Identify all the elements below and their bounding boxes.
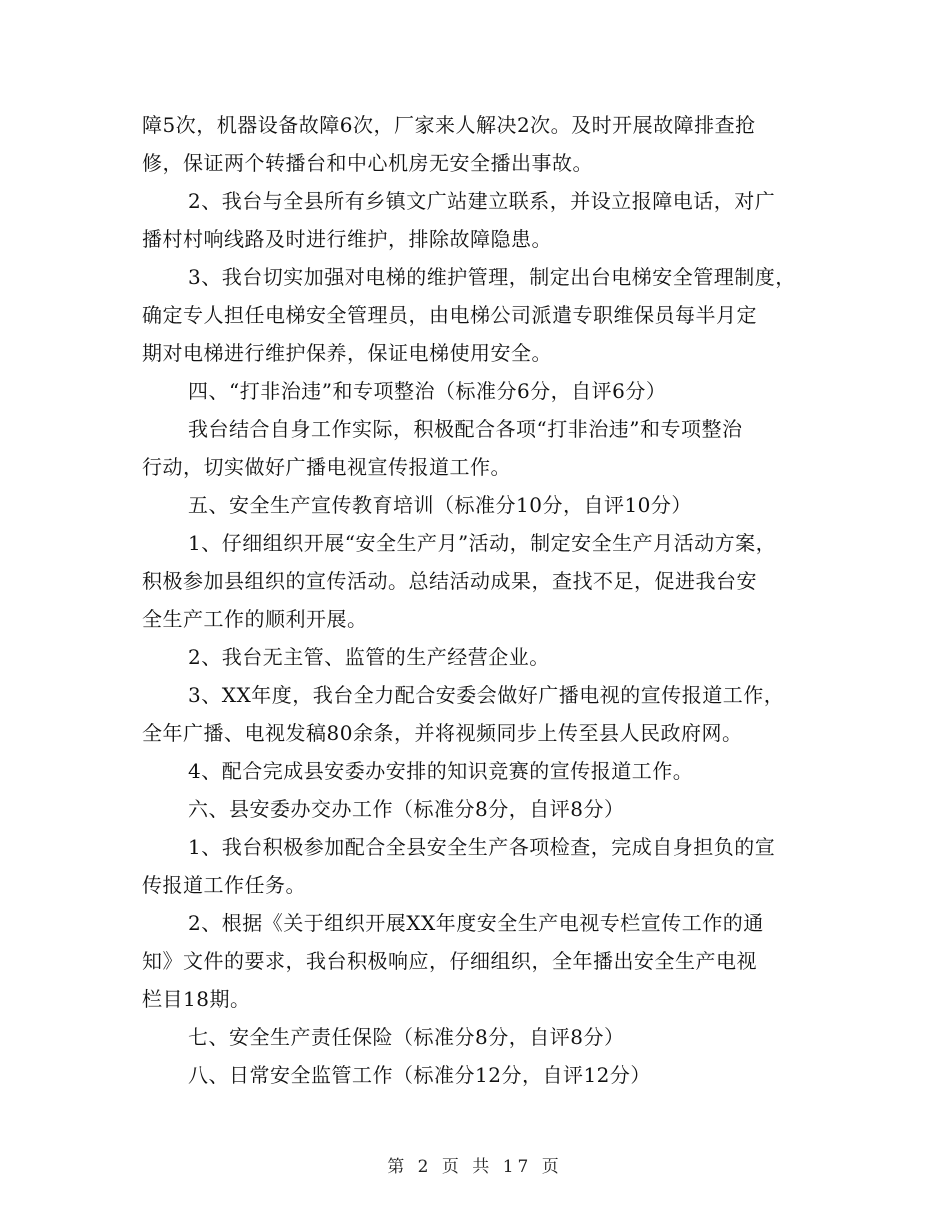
paragraph-line: 4、配合完成县安委办安排的知识竞赛的宣传报道工作。	[188, 759, 694, 783]
paragraph-line: 知》文件的要求，我台积极响应，仔细组织，全年播出安全生产电视	[142, 949, 757, 973]
paragraph-line: 障5次，机器设备故障6次，厂家来人解决2次。及时开展故障排查抢	[142, 113, 756, 137]
document-body	[142, 106, 814, 1094]
paragraph-line: 期对电梯进行维护保养，保证电梯使用安全。	[142, 341, 552, 365]
paragraph-line: 全年广播、电视发稿80余条，并将视频同步上传至县人民政府网。	[142, 721, 743, 745]
paragraph-line: 播村村响线路及时进行维护，排除故障隐患。	[142, 227, 552, 251]
paragraph-line: 我台结合自身工作实际，积极配合各项“打非治违”和专项整治	[188, 417, 743, 441]
section-heading: 四、“打非治违”和专项整治（标准分6分，自评6分）	[188, 379, 667, 403]
page-number-footer: 第 2 页 共 17 页	[387, 1157, 563, 1177]
paragraph-line: 2、我台与全县所有乡镇文广站建立联系，并设立报障电话，对广	[188, 189, 776, 213]
paragraph-line: 3、我台切实加强对电梯的维护管理，制定出台电梯安全管理制度，	[188, 265, 796, 289]
paragraph-line: 修，保证两个转播台和中心机房无安全播出事故。	[142, 151, 593, 175]
section-heading: 五、安全生产宣传教育培训（标准分10分，自评10分）	[188, 493, 692, 517]
paragraph-line: 3、XX年度，我台全力配合安委会做好广播电视的宣传报道工作，	[188, 683, 785, 707]
section-heading: 六、县安委办交办工作（标准分8分，自评8分）	[188, 797, 625, 821]
paragraph-line: 积极参加县组织的宣传活动。总结活动成果，查找不足，促进我台安	[142, 569, 757, 593]
paragraph-line: 全生产工作的顺利开展。	[142, 607, 368, 631]
paragraph-line: 确定专人担任电梯安全管理员，由电梯公司派遣专职维保员每半月定	[142, 303, 757, 327]
paragraph-line: 行动，切实做好广播电视宣传报道工作。	[142, 455, 511, 479]
paragraph-line: 1、仔细组织开展“安全生产月”活动，制定安全生产月活动方案，	[188, 531, 777, 555]
paragraph-line: 1、我台积极参加配合全县安全生产各项检查，完成自身担负的宣	[188, 835, 776, 859]
section-heading: 七、安全生产责任保险（标准分8分，自评8分）	[188, 1025, 625, 1049]
paragraph-line: 传报道工作任务。	[142, 873, 306, 897]
paragraph-line: 2、根据《关于组织开展XX年度安全生产电视专栏宣传工作的通	[188, 911, 764, 935]
section-heading: 八、日常安全监管工作（标准分12分，自评12分）	[188, 1063, 651, 1087]
paragraph-line: 2、我台无主管、监管的生产经营企业。	[188, 645, 550, 669]
paragraph-line: 栏目18期。	[142, 987, 251, 1011]
